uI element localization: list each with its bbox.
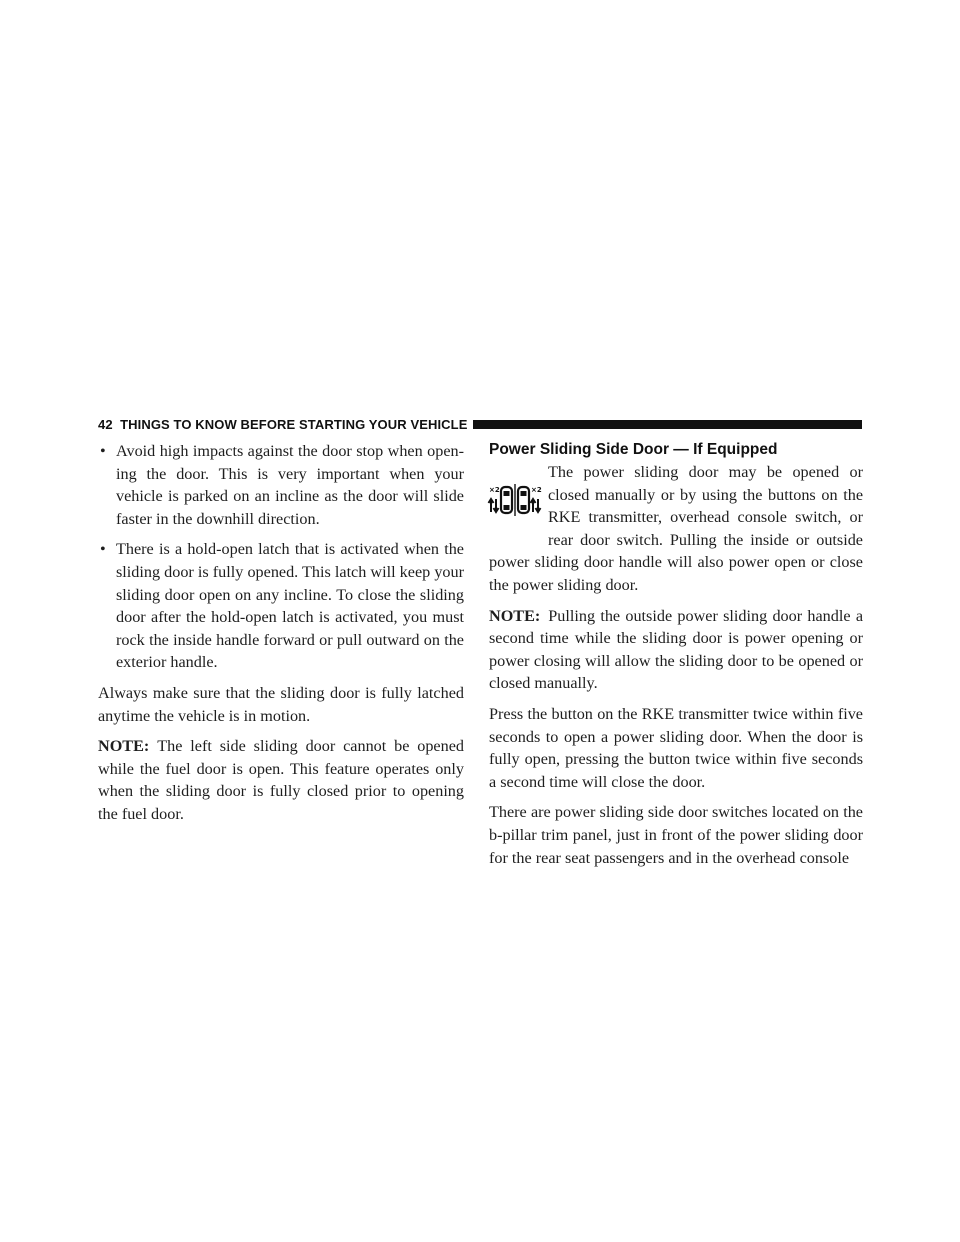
icon-label-right: ×2 (531, 486, 542, 494)
page-number: 42 (98, 416, 113, 432)
note-label: NOTE: (98, 737, 150, 756)
paragraph: Press the button on the RKE transmitter twice within five seconds to open a power sliding door. When the door is fully open, pressing the button twice within five seconds a second time will close the door. (489, 704, 863, 791)
header-rule (473, 420, 862, 429)
header-text (98, 417, 467, 432)
note-text: Pulling the outside power sliding door handle a second time while the sliding door is power opening or power closing will allow the sliding door to be opened or closed manually. (489, 606, 863, 693)
right-column (489, 440, 863, 877)
paragraph: There are power sliding side door switches located on the b-pillar trim panel, just in front of the power sliding door for the rear seat passengers and in the overhead console (489, 803, 863, 867)
note-label: NOTE: (489, 606, 541, 625)
note-text: The left side sliding door cannot be opened while the fuel door is open. This feature operates only when the sliding door is fully closed prior to opening the fuel door. (98, 737, 464, 823)
bullet-icon: • (100, 540, 106, 559)
note (489, 605, 863, 695)
paragraph: Always make sure that the sliding door is fully latched anytime the vehicle is in motion. (98, 683, 464, 725)
bullet-item (98, 440, 464, 530)
note (98, 735, 464, 825)
page-header (98, 416, 862, 432)
section-heading: Power Sliding Side Door — If Equipped (489, 441, 778, 458)
bullet-item (98, 538, 464, 674)
bullet-icon: • (100, 442, 106, 460)
bullet-text: There is a hold-open latch that is activated when the sliding door is fully opened. This latch will keep your sliding door open on any incline. To close the sliding door after the hold-open latch is activated, you must rock the inside handle forward or pull outward on the exterior handle. (116, 540, 464, 672)
power-sliding-door-icon (487, 483, 543, 533)
bullet-text: Avoid high impacts against the door stop when open-ing the door. This is very important when your vehicle is parked on an incline as the door will slide faster in the downhill direction. (116, 442, 464, 528)
left-column (98, 440, 464, 834)
icon-label-left: ×2 (489, 486, 500, 494)
running-title: THINGS TO KNOW BEFORE STARTING YOUR VEHICLE (120, 416, 468, 432)
intro-paragraph: The power sliding door may be opened or closed manually or by using the buttons on the RKE transmitter, overhead console switch, or rear door switch. Pulling the inside or outside power sliding door handle will also power open or close the power sliding door. (489, 463, 863, 594)
